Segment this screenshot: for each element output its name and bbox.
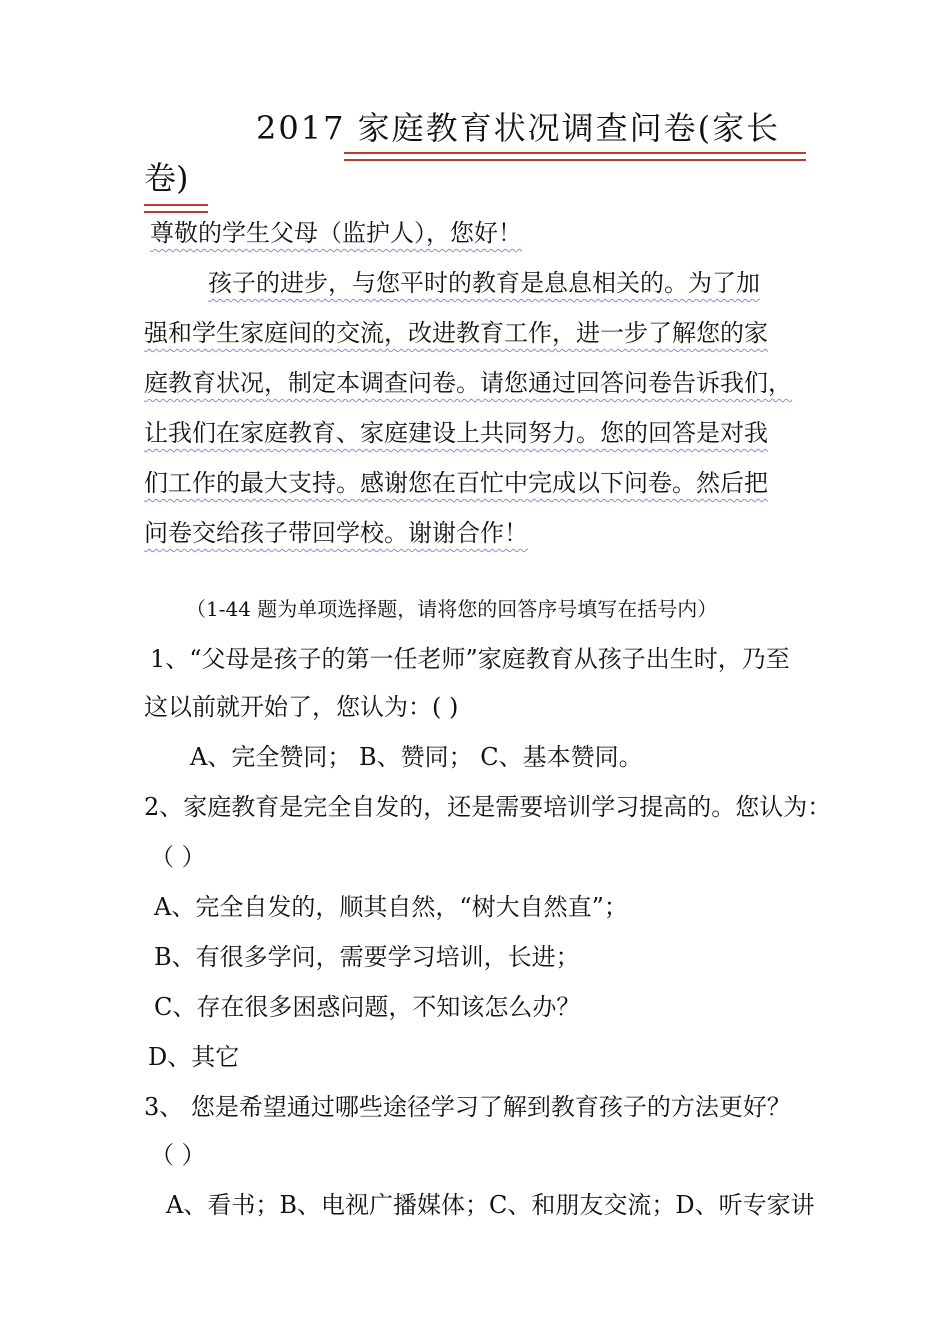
intro-line-1: 孩子的进步，与您平时的教育是息息相关的。为了加 [208, 269, 760, 297]
intro-line-5: 们工作的最大支持。感谢您在百忙中完成以下问卷。然后把 [144, 469, 768, 497]
greeting: 尊敬的学生父母（监护人），您好！ [150, 219, 522, 247]
intro-line-3: 庭教育状况，制定本调查问卷。请您通过回答问卷告诉我们， [144, 369, 792, 397]
intro-line-4: 让我们在家庭教育、家庭建设上共同努力。您的回答是对我 [144, 419, 768, 447]
question-2-option-a: A、完全自发的，顺其自然，“树大自然直”； [154, 893, 628, 921]
question-3-options: A、看书；B、电视广播媒体；C、和朋友交流；D、听专家讲 [166, 1191, 815, 1219]
question-1-line-2: 这以前就开始了，您认为：( ) [144, 693, 459, 721]
question-2-option-c: C、存在很多困惑问题，不知该怎么办？ [154, 993, 581, 1021]
question-3-line-1: 3、 您是希望通过哪些途径学习了解到教育孩子的方法更好？ [144, 1093, 791, 1121]
question-2-line-1: 2、家庭教育是完全自发的，还是需要培训学习提高的。您认为： [144, 793, 832, 821]
question-2-option-b: B、有很多学问，需要学习培训，长进； [154, 943, 580, 971]
title-underline-2 [144, 204, 208, 213]
title-underline-1 [344, 152, 806, 161]
question-2-option-d: D、其它 [148, 1043, 240, 1071]
title-line-1: 2017 家庭教育状况调查问卷(家长 [256, 109, 781, 147]
question-3-line-2: （ ） [150, 1141, 206, 1169]
intro-line-6: 问卷交给孩子带回学校。谢谢合作！ [144, 519, 528, 547]
title-line-2: 卷) [144, 159, 189, 197]
instruction: （1-44 题为单项选择题，请将您的回答序号填写在括号内） [186, 597, 718, 621]
question-2-line-2: （ ） [150, 843, 206, 871]
question-1-options: A、完全赞同； B、赞同； C、基本赞同。 [190, 743, 643, 771]
question-1-line-1: 1、“父母是孩子的第一任老师”家庭教育从孩子出生时，乃至 [150, 645, 790, 673]
intro-line-2: 强和学生家庭间的交流，改进教育工作，进一步了解您的家 [144, 319, 768, 347]
